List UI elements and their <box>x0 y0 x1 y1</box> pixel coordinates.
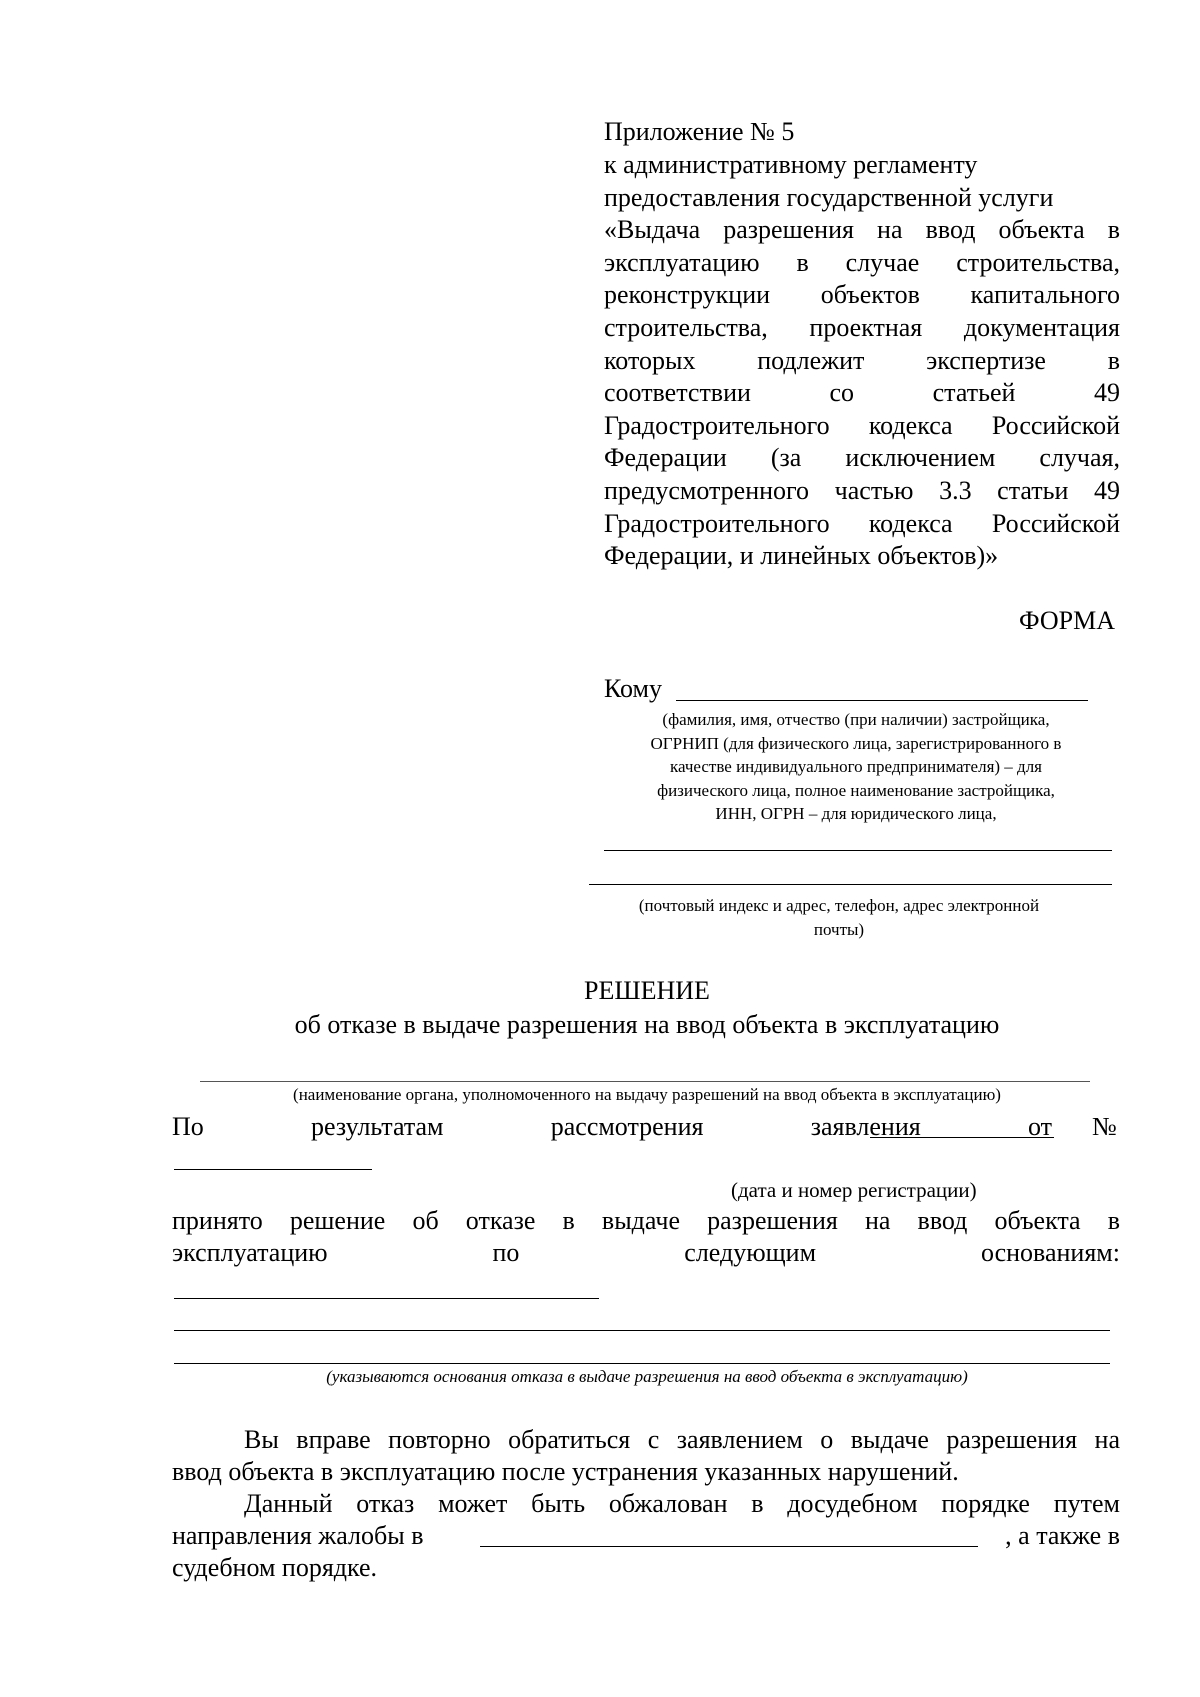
address-note-line: (почтовый индекс и адрес, телефон, адрес электронной <box>638 896 1040 915</box>
header-line: Градостроительного кодекса Российской <box>604 410 1120 440</box>
paragraph-2-line-2-start: направления жалобы в <box>172 1521 424 1550</box>
document-title: РЕШЕНИЕ <box>584 976 710 1005</box>
paragraph-2-line-3: судебном порядке. <box>172 1553 378 1582</box>
recipient-label: Кому <box>604 674 663 703</box>
word-operation: эксплуатацию <box>172 1238 328 1267</box>
date-number-note: (дата и номер регистрации) <box>731 1178 977 1202</box>
paragraph-2-line-1: Данный отказ может быть обжалован в досудебном порядке путем <box>244 1489 1120 1518</box>
decision-line-2 <box>172 1238 1120 1268</box>
recipient-name-line[interactable] <box>676 700 1088 701</box>
word-consideration: рассмотрения <box>550 1112 704 1141</box>
header-line: предусмотренного частью 3.3 статьи 49 <box>604 476 1120 505</box>
reasons-line-3[interactable] <box>174 1363 1110 1364</box>
word-from: от <box>1027 1112 1052 1141</box>
number-sign: № <box>1092 1112 1117 1141</box>
recipient-note-line: (фамилия, имя, отчество (при наличии) застройщика, <box>662 710 1050 729</box>
paragraph-1-line-2: ввод объекта в эксплуатацию после устранения указанных нарушений. <box>172 1457 959 1486</box>
word-application: заявления <box>810 1112 921 1141</box>
word-results: результатам <box>311 1112 444 1141</box>
application-date-line[interactable] <box>870 1137 1054 1138</box>
header-line: Федерации (за исключением случая, <box>604 443 1120 473</box>
header-line: которых подлежит экспертизе в <box>604 345 1120 375</box>
header-line: Федерации, и линейных объектов)» <box>604 541 999 571</box>
recipient-address-line-2[interactable] <box>589 884 1112 885</box>
authority-line[interactable] <box>200 1081 1090 1082</box>
recipient-note-line: ИНН, ОГРН – для юридического лица, <box>715 804 997 823</box>
recipient-note-line: физического лица, полное наименование застройщика, <box>657 780 1055 800</box>
form-label: ФОРМА <box>1019 606 1115 635</box>
header-line: эксплуатацию в случае строительства, <box>604 247 1120 277</box>
header-line: «Выдача разрешения на ввод объекта в <box>604 215 1120 245</box>
recipient-address-line-1[interactable] <box>604 850 1112 851</box>
complaint-authority-line[interactable] <box>480 1546 978 1547</box>
authority-note: (наименование органа, уполномоченного на выдачу разрешений на ввод объекта в эксплуатацию) <box>293 1085 1001 1104</box>
header-line: соответствии со статьей 49 <box>604 378 1120 408</box>
appendix-number: Приложение № 5 <box>604 117 795 146</box>
address-note-line: почты) <box>813 920 865 939</box>
word-grounds: основаниям: <box>980 1238 1120 1267</box>
header-line: Градостроительного кодекса Российской <box>604 508 1120 538</box>
reasons-line-1[interactable] <box>174 1298 599 1299</box>
header-line: предоставления государственной услуги <box>604 182 1054 212</box>
decision-line-1: принято решение об отказе в выдаче разрешения на ввод объекта в <box>172 1206 1120 1235</box>
document-subtitle: об отказе в выдаче разрешения на ввод объекта в эксплуатацию <box>294 1010 1000 1039</box>
reasons-line-2[interactable] <box>174 1330 1110 1331</box>
header-line: строительства, проектная документация <box>604 313 1120 342</box>
header-line: реконструкции объектов капитального <box>604 280 1120 310</box>
paragraph-1-line-1: Вы вправе повторно обратиться с заявлением о выдаче разрешения на <box>244 1425 1120 1454</box>
application-number-line[interactable] <box>174 1169 372 1170</box>
paragraph-2-line-2-end: , а также в <box>1005 1521 1120 1550</box>
word-by: по <box>492 1238 520 1267</box>
header-line: к административному регламенту <box>604 150 978 179</box>
recipient-note-line: ОГРНИП (для физического лица, зарегистрированного в <box>650 733 1062 753</box>
reasons-note: (указываются основания отказа в выдаче разрешения на ввод объекта в эксплуатацию) <box>326 1367 968 1386</box>
word-following: следующим <box>684 1238 817 1267</box>
word-po: По <box>172 1112 204 1141</box>
recipient-note-line: качестве индивидуального предпринимателя) – для <box>670 757 1042 776</box>
